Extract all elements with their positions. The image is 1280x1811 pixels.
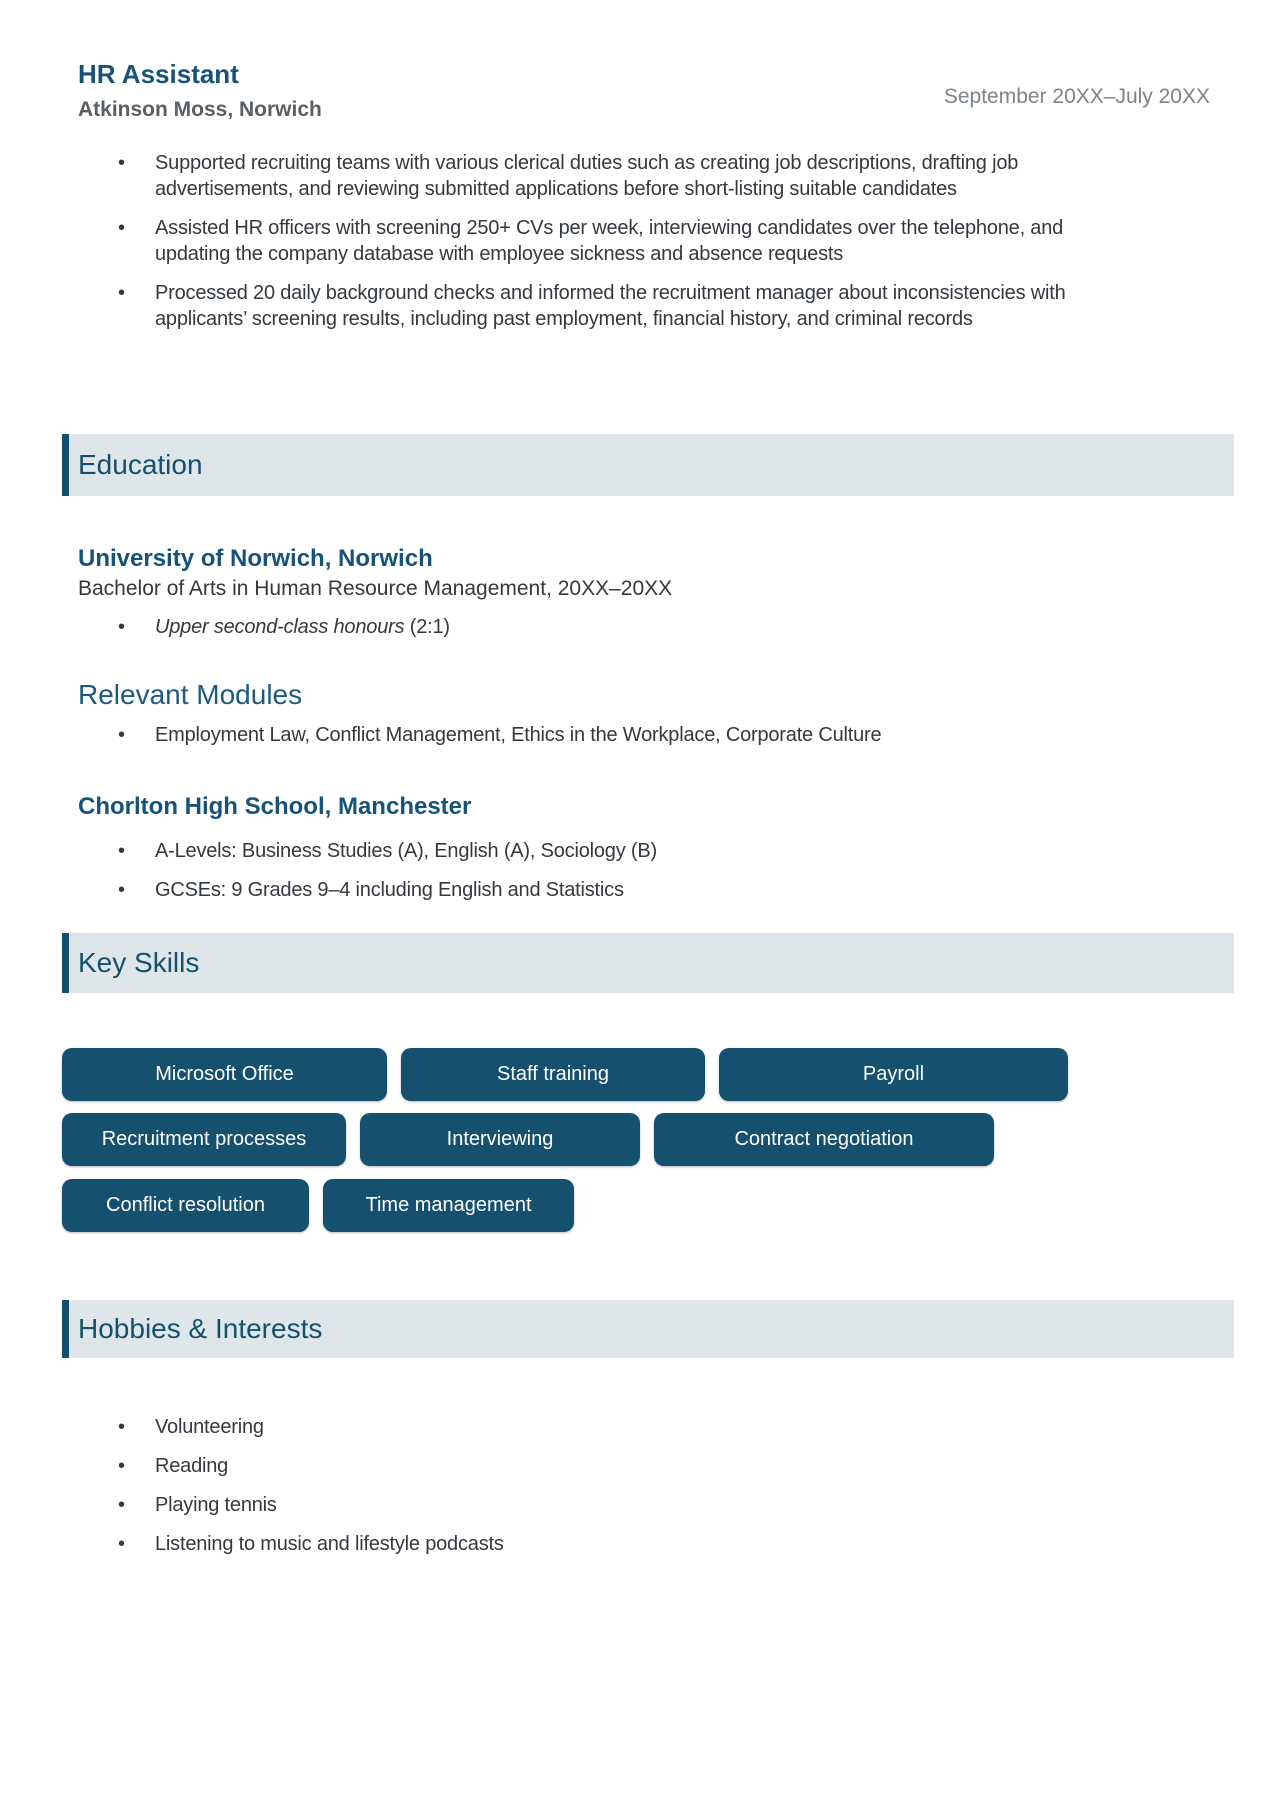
key-skills-heading-label: Key Skills <box>78 947 200 978</box>
skill-pill-contract-negotiation: Contract negotiation <box>654 1113 994 1166</box>
skill-pill-microsoft-office: Microsoft Office <box>62 1048 387 1101</box>
honours-list <box>78 614 1078 653</box>
section-header-education <box>62 434 1234 496</box>
hobby-item: • Volunteering <box>78 1414 1078 1440</box>
skill-pill-interviewing: Interviewing <box>360 1113 640 1166</box>
experience-item: • Assisted HR officers with screening 250+ CVs per week, interviewing candidates over the telephone, and updating the company database with employee sickness and absence requests <box>78 215 1075 267</box>
school-item: • A-Levels: Business Studies (A), English (A), Sociology (B) <box>78 838 1178 864</box>
hobby-item: • Listening to music and lifestyle podcasts <box>78 1531 1078 1557</box>
employment-dates: September 20XX–July 20XX <box>943 85 1210 108</box>
skill-pill-staff-training: Staff training <box>401 1048 705 1101</box>
employer-location: Atkinson Moss, Norwich <box>78 98 322 121</box>
honours-item <box>78 614 1078 640</box>
university-name: University of Norwich, Norwich <box>78 545 433 572</box>
modules-list <box>78 722 1178 761</box>
experience-list <box>78 150 1078 345</box>
section-header-key-skills <box>62 933 1234 993</box>
hobby-item: • Playing tennis <box>78 1492 1078 1518</box>
skill-pill-payroll: Payroll <box>719 1048 1068 1101</box>
modules-item: • Employment Law, Conflict Management, Ethics in the Workplace, Corporate Culture <box>78 722 1178 748</box>
education-heading-label: Education <box>78 449 203 480</box>
school-name: Chorlton High School, Manchester <box>78 793 472 820</box>
relevant-modules-heading: Relevant Modules <box>78 679 303 710</box>
skill-pill-time-management: Time management <box>323 1179 574 1232</box>
university-degree: Bachelor of Arts in Human Resource Management, 20XX–20XX <box>78 577 673 600</box>
experience-item: • Processed 20 daily background checks and informed the recruitment manager about inconsistencies with applicants’ screening results, including past employment, financial history, and criminal records <box>78 280 1075 332</box>
school-list <box>78 838 1178 916</box>
honours-grade: (2:1) <box>404 616 450 638</box>
skill-pill-conflict-resolution: Conflict resolution <box>62 1179 309 1232</box>
school-item: • GCSEs: 9 Grades 9–4 including English and Statistics <box>78 877 1178 903</box>
skills-row <box>62 1179 574 1232</box>
job-title: HR Assistant <box>78 59 239 89</box>
skills-row <box>62 1048 1068 1101</box>
section-header-hobbies <box>62 1300 1234 1358</box>
hobbies-list <box>78 1414 1078 1570</box>
hobbies-heading-label: Hobbies & Interests <box>78 1313 323 1344</box>
skills-row <box>62 1113 994 1166</box>
honours-text-italic: Upper second-class honours <box>155 616 405 638</box>
skill-pill-recruitment-processes: Recruitment processes <box>62 1113 346 1166</box>
experience-item: • Supported recruiting teams with various clerical duties such as creating job descriptions, drafting job advertisements, and reviewing submitted applications before short-listing suitable candidates <box>78 150 1075 202</box>
hobby-item: • Reading <box>78 1453 1078 1479</box>
